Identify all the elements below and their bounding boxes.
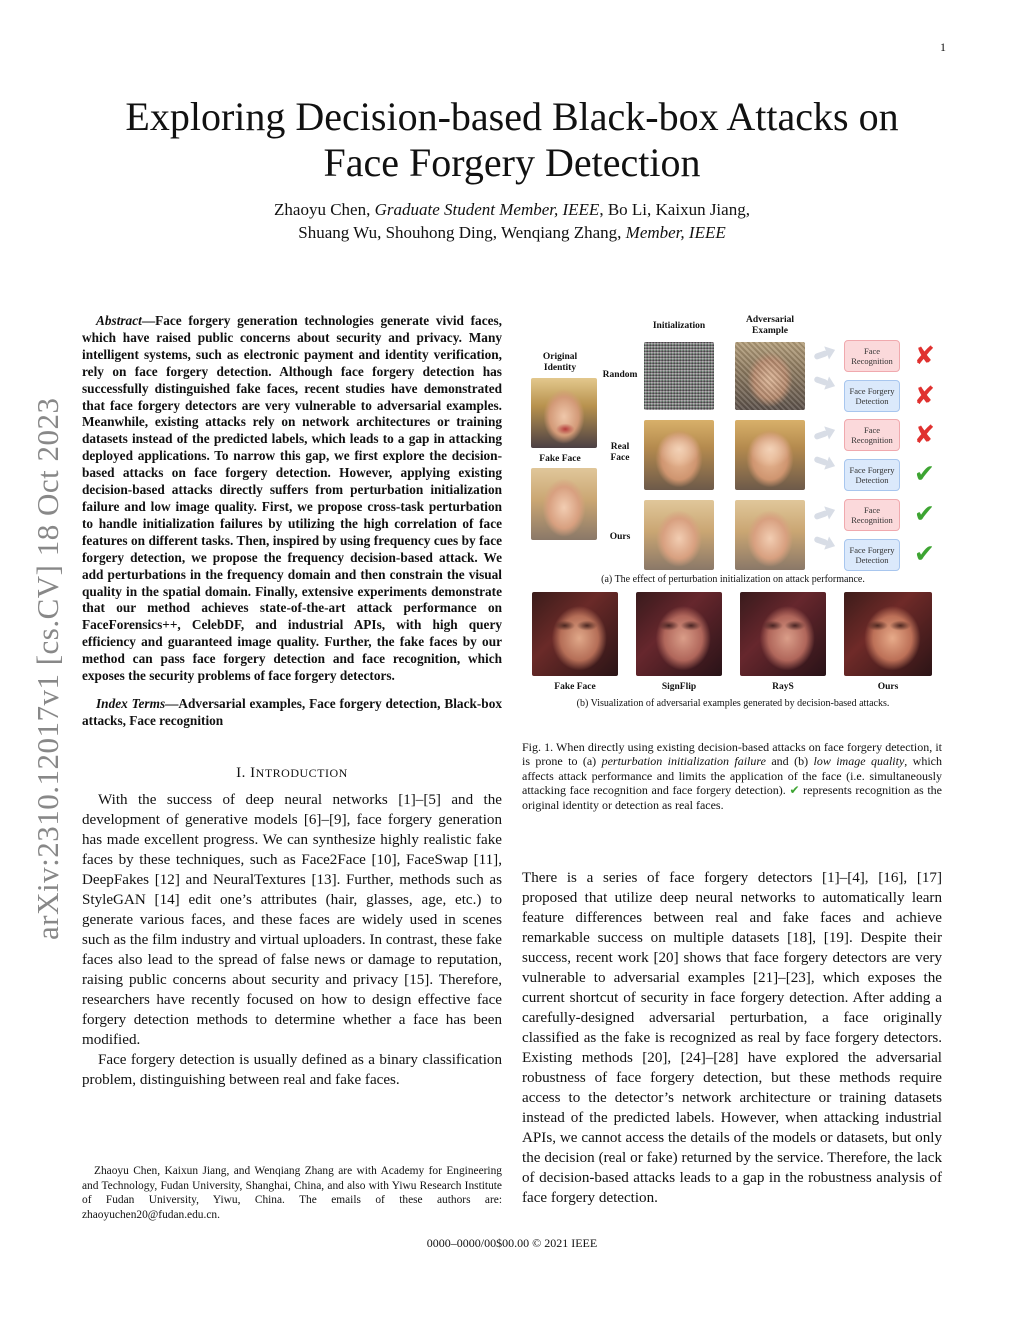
cross-icon: ✘	[914, 420, 935, 449]
paragraph: With the success of deep neural networks [1]–[5] and the development of generative models [6]–[9], face forgery generation has made excellent progress. We can synthesize highly realistic fake faces by these techniques, such as Face2Face [10], FaceSwap [11], DeepFakes [12] and NeuralTextures [13]. Further, methods such as StyleGAN [14] edit one’s attributes (hair, glasses, age, etc.) to generate various faces, and these faces are widely used in scenes such as the film industry and virtual uploaders. In contrast, these fake faces also lead to the spread of false news or damage to reputation, raising public concerns about security and privacy [15]. Therefore, researchers have recently focused on how to design effective face forgery detection methods to determine whether a face has been modified.	[82, 791, 502, 1048]
check-icon: ✔	[914, 499, 935, 528]
title-line-1: Exploring Decision-based Black-box Attacks on	[125, 94, 899, 139]
ours-image-b	[844, 592, 932, 676]
random-noise-image	[644, 342, 714, 410]
abstract	[82, 313, 502, 685]
caption-italic: low image quality	[813, 754, 905, 769]
section-initial: I	[250, 764, 256, 781]
arrow-icon	[813, 536, 828, 546]
page-number: 1	[940, 40, 946, 54]
index-terms	[82, 695, 502, 729]
subcaption-b: (b) Visualization of adversarial examples generated by decision-based attacks.	[576, 698, 890, 709]
arrow-icon	[813, 430, 828, 440]
label-b-fake-face: Fake Face	[554, 682, 596, 692]
section-heading-introduction	[82, 765, 502, 782]
caption-text: Fig. 1. When directly using existing decision-based attacks on face forgery detection, it is prone to (a)	[522, 740, 942, 769]
figure-caption	[522, 740, 942, 812]
figure-1	[522, 312, 944, 712]
paragraph: There is a series of face forgery detectors [1]–[4], [16], [17] proposed that utilize deep neural networks to automatically learn feature differences between real and fake faces and achieve remarkable success on multiple datasets [18], [19]. Despite their success, recent work [20] shows that face forgery detectors are very vulnerable to adversarial examples [21]–[23], which exposes the current shortcut of security in face forgery detection. After adding a carefully-designed adversarial perturbation, a face originally classified as the fake is recognized as real by face forgery detectors. Existing methods [20], [24]–[28] have explored the adversarial robustness of face forgery detection, but these methods require access to the detector’s network architecture or training datasets instead of the predicted labels. However, when attacking industrial APIs, we cannot access the details of the models or datasets, but only the decision (real or fake) returned by the service. Therefore, the lack of decision-based attacks leads to a gap in the robustness analysis of face forgery detection.	[522, 870, 942, 1206]
label-fake-face: Fake Face	[539, 454, 581, 464]
section-numeral: I.	[236, 764, 251, 781]
arrow-icon	[813, 376, 828, 386]
label-b-rays: RayS	[772, 682, 794, 692]
check-icon: ✔	[789, 783, 800, 798]
subcaption-a: (a) The effect of perturbation initialization on attack performance.	[601, 574, 865, 585]
signflip-image	[636, 592, 722, 676]
label-adversarial-example: Adversarial Example	[745, 315, 795, 336]
caption-text: and (b)	[765, 754, 814, 769]
label-b-signflip: SignFlip	[661, 682, 697, 692]
rays-image	[740, 592, 826, 676]
title-line-2: Face Forgery Detection	[323, 140, 701, 185]
cross-icon: ✘	[914, 381, 935, 410]
label-random: Random	[602, 370, 638, 380]
label-real-face: Real Face	[610, 442, 630, 463]
label-original-identity: Original Identity	[542, 352, 578, 373]
caption-italic: perturbation initialization failure	[601, 754, 766, 769]
fake-face-image-b	[532, 592, 618, 676]
ours-init-image	[644, 500, 714, 570]
abstract-lead: Abstract	[96, 313, 142, 328]
check-icon: ✔	[914, 459, 935, 488]
label-initialization: Initialization	[652, 321, 706, 331]
author-role: Graduate Student Member, IEEE	[374, 200, 600, 219]
face-forgery-detection-chip: Face Forgery Detection	[844, 459, 900, 491]
author-footnote: Zhaoyu Chen, Kaixun Jiang, and Wenqiang Zhang are with Academy for Engineering and Technology, Fudan University, Shanghai, China, and also with Yiwu Research Institute of Fudan University, Yiwu, China. The emails of these authors are: zhaoyuchen20@fudan.edu.cn.	[82, 1165, 502, 1221]
label-ours: Ours	[609, 532, 631, 542]
introduction-body	[82, 790, 502, 1090]
left-column	[82, 313, 502, 1090]
author-role: Member, IEEE	[625, 223, 726, 242]
caption-text: represents recognition as the original identity or detection as real faces.	[522, 783, 942, 812]
caption-text: , which affects attack performance and limits the application of the face (i.e. simultaneously attacking face recognition and face forgery detection).	[522, 754, 943, 798]
index-terms-text: —Adversarial examples, Face forgery detection, Black-box attacks, Face recognition	[82, 695, 502, 728]
label-b-ours: Ours	[877, 682, 899, 692]
paragraph: Face forgery detection is usually defined as a binary classification problem, distinguishing between real and fake faces.	[82, 1051, 502, 1088]
face-recognition-chip: Face Recognition	[844, 340, 900, 372]
face-recognition-chip: Face Recognition	[844, 499, 900, 531]
adversarial-ours-image	[735, 500, 805, 570]
adversarial-real-image	[735, 420, 805, 490]
check-icon: ✔	[914, 539, 935, 568]
paper-title	[80, 94, 944, 186]
fake-face-image	[531, 468, 597, 540]
author-list	[80, 198, 944, 244]
arrow-icon	[813, 456, 828, 466]
author-names: Shuang Wu, Shouhong Ding, Wenqiang Zhang,	[298, 223, 626, 242]
index-terms-lead: Index Terms	[96, 695, 166, 711]
arrow-icon	[813, 350, 828, 360]
author-name: Zhaoyu Chen,	[274, 200, 375, 219]
abstract-text: —Face forgery generation technologies generate vivid faces, which have raised public concerns about security and privacy. Many intelligent systems, such as electronic payment and identity verification, rely on face forgery detection. Although face forgery detection has successfully distinguished fake faces, recent studies have demonstrated that face forgery detectors are very vulnerable to adversarial examples. Meanwhile, existing attacks rely on network architectures or training datasets instead of the predicted labels, which leads to a gap in attacking deployed applications. To narrow this gap, we first explore the decision-based attacks on face forgery detection. However, applying existing decision-based attacks directly suffers from perturbation initialization failure and low image quality. First, we propose cross-task perturbation to handle initialization failures by utilizing the high correlation of face features on different tasks. Then, inspired by using frequency cues by face forgery detection, we propose the frequency decision-based attack. We add perturbations in the frequency domain and then constrain the visual quality in the spatial domain. Finally, extensive experiments demonstrate that our method achieves state-of-the-art attack performance on FaceForensics++, CelebDF, and industrial APIs, with high query efficiency and guaranteed image quality. Further, the fake faces by our method can pass face forgery detection and face recognition, which exposes the security problems of face forgery detectors.	[82, 313, 502, 684]
author-names: , Bo Li, Kaixun Jiang,	[599, 200, 750, 219]
arxiv-identifier: arXiv:2310.12017v1 [cs.CV] 18 Oct 2023	[30, 397, 65, 940]
adversarial-random-image	[735, 342, 805, 410]
copyright-footer: 0000–0000/00$00.00 © 2021 IEEE	[426, 1236, 598, 1250]
real-face-image	[644, 420, 714, 490]
face-recognition-chip: Face Recognition	[844, 419, 900, 451]
face-forgery-detection-chip: Face Forgery Detection	[844, 380, 900, 412]
arrow-icon	[813, 510, 828, 520]
original-identity-image	[531, 378, 597, 448]
figure-caption-block	[522, 740, 942, 812]
right-column	[522, 868, 942, 1208]
section-title-rest: NTRODUCTION	[255, 765, 348, 780]
face-forgery-detection-chip: Face Forgery Detection	[844, 539, 900, 571]
cross-icon: ✘	[914, 341, 935, 370]
